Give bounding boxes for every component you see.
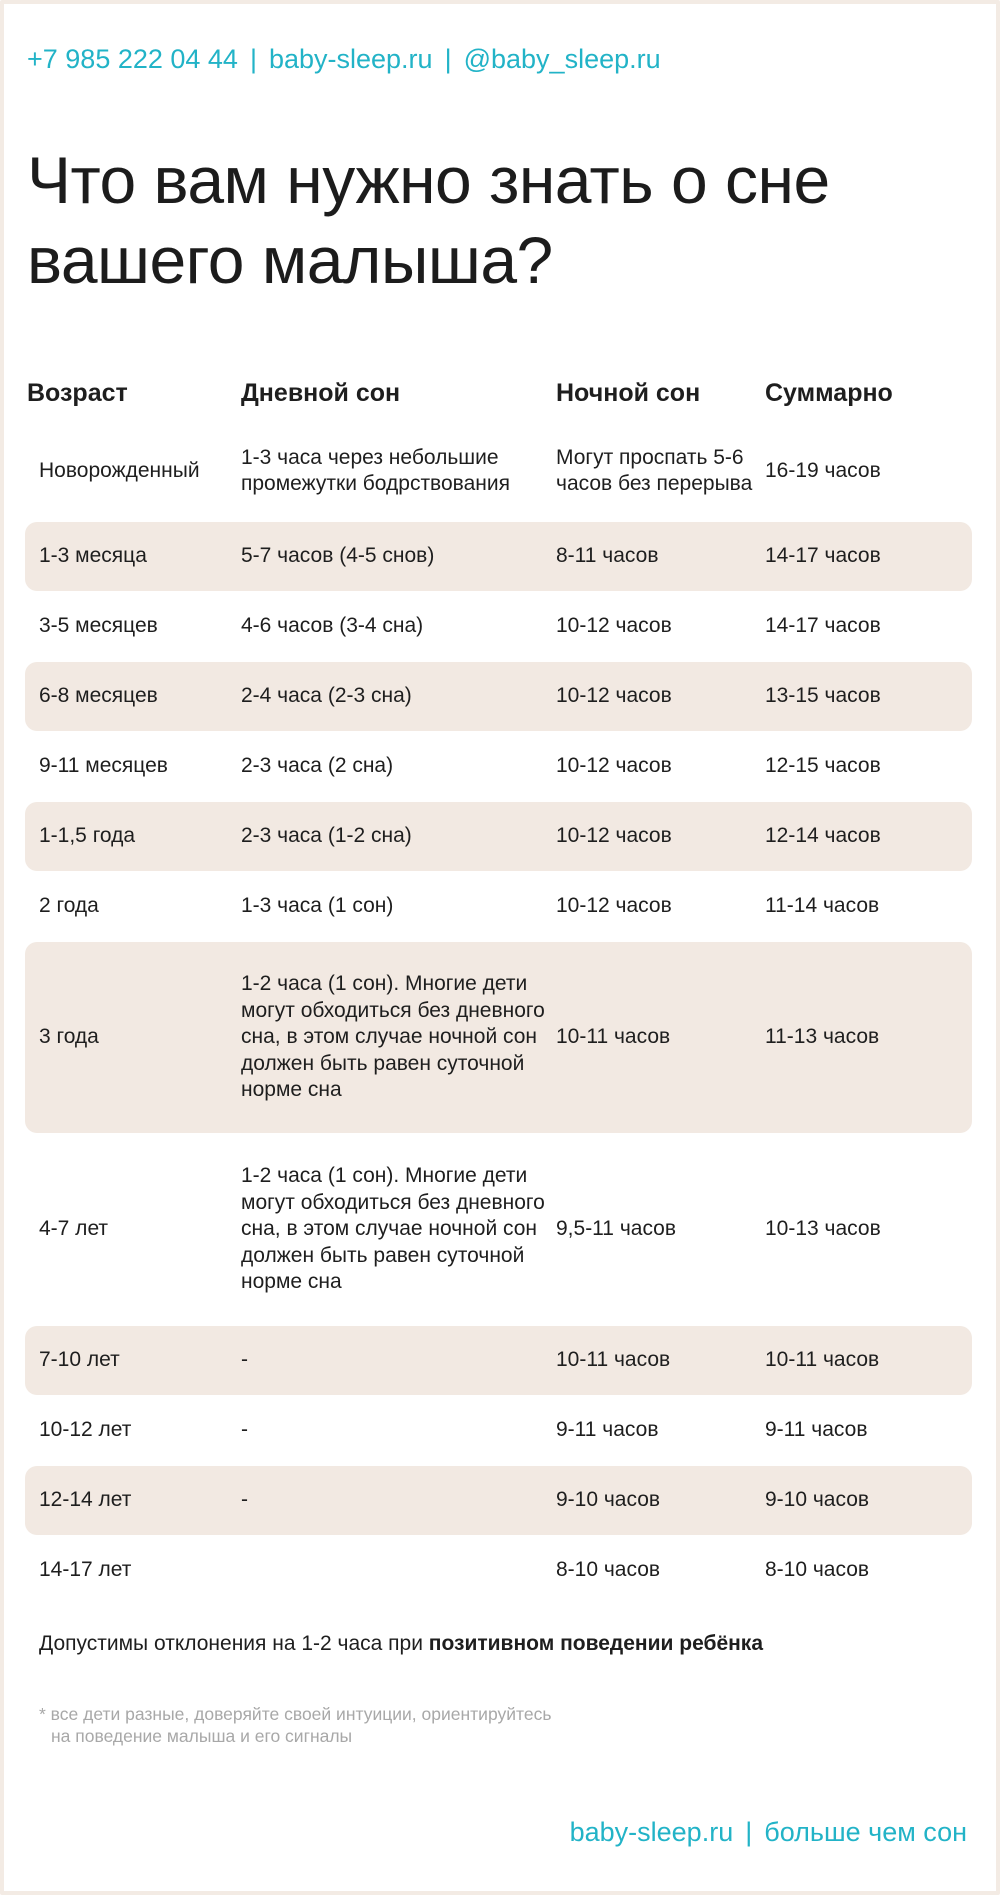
cell-age: 2 года: [39, 894, 99, 918]
cell-total: 12-14 часов: [765, 824, 881, 848]
site-link[interactable]: baby-sleep.ru: [268, 44, 433, 74]
footer-tagline: больше чем сон: [764, 1817, 967, 1847]
cell-night-sleep: 10-12 часов: [556, 824, 672, 848]
cell-day-sleep: 1-3 часа через небольшие промежутки бодрствования: [241, 445, 510, 495]
cell-day-sleep: 1-2 часа (1 сон). Многие дети могут обходиться без дневного сна, в этом случае ночной сон должен быть равен суточной норме сна: [241, 1164, 545, 1294]
cell-age: 1-3 месяца: [39, 544, 147, 568]
table-header: [25, 366, 972, 421]
table-row: [25, 592, 972, 661]
header-separator: |: [444, 44, 452, 74]
cell-total: 9-10 часов: [765, 1488, 870, 1512]
note-bold: позитивном поведении ребёнка: [428, 1632, 763, 1655]
footnote-line: на поведение малыша и его сигналы: [51, 1726, 353, 1746]
cell-day-sleep: -: [241, 1418, 248, 1442]
table-row: [25, 732, 972, 801]
cell-day-sleep: 4-6 часов (3-4 сна): [241, 614, 424, 638]
footnote-line: * все дети разные, доверяйте своей интуиции, ориентируйтесь: [39, 1704, 552, 1724]
cell-night-sleep: 10-11 часов: [556, 1348, 671, 1372]
cell-night-sleep: 10-12 часов: [556, 684, 672, 708]
cell-total: 10-13 часов: [765, 1217, 881, 1241]
cell-total: 16-19 часов: [765, 458, 881, 482]
cell-total: 14-17 часов: [765, 544, 881, 568]
cell-total: 14-17 часов: [765, 614, 881, 638]
table-row: [25, 1536, 972, 1605]
cell-night-sleep: 9-11 часов: [556, 1418, 659, 1442]
deviation-note: [39, 1632, 763, 1656]
footnote: [39, 1703, 679, 1747]
cell-night-sleep: 10-11 часов: [556, 1025, 671, 1049]
column-header-total: Суммарно: [765, 379, 893, 407]
cell-age: 1-1,5 года: [39, 824, 136, 848]
cell-age: Новорожденный: [39, 458, 200, 482]
cell-total: 12-15 часов: [765, 754, 881, 778]
cell-night-sleep: Могут проспать 5-6 часов без перерыва: [556, 445, 753, 495]
column-header-day-sleep: Дневной сон: [241, 379, 401, 407]
cell-age: 3 года: [39, 1025, 99, 1049]
cell-night-sleep: 9-10 часов: [556, 1488, 661, 1512]
table-row: [25, 1134, 972, 1325]
table-row: [25, 942, 972, 1133]
cell-total: 10-11 часов: [765, 1348, 880, 1372]
cell-total: 11-13 часов: [765, 1025, 880, 1049]
cell-total: 8-10 часов: [765, 1558, 870, 1582]
page-title: Что вам нужно знать о сне вашего малыша?: [27, 143, 830, 297]
phone-link[interactable]: +7 985 222 04 44: [27, 44, 238, 74]
cell-night-sleep: 10-12 часов: [556, 894, 672, 918]
sleep-table: [25, 366, 972, 1606]
cell-night-sleep: 10-12 часов: [556, 614, 672, 638]
cell-night-sleep: 9,5-11 часов: [556, 1217, 677, 1241]
footer-separator: |: [745, 1817, 753, 1847]
table-row: [25, 522, 972, 591]
table-row: [25, 1466, 972, 1535]
instagram-link[interactable]: @baby_sleep.ru: [463, 44, 661, 74]
cell-age: 10-12 лет: [39, 1418, 132, 1442]
cell-total: 11-14 часов: [765, 894, 880, 918]
table-body: [25, 421, 972, 1605]
cell-age: 7-10 лет: [39, 1348, 120, 1372]
cell-age: 9-11 месяцев: [39, 754, 168, 778]
table-row: [25, 421, 972, 521]
cell-age: 12-14 лет: [39, 1488, 132, 1512]
cell-day-sleep: 1-3 часа (1 сон): [241, 894, 394, 918]
header-separator: |: [249, 44, 257, 74]
cell-day-sleep: 2-3 часа (1-2 сна): [241, 824, 412, 848]
table-row: [25, 1326, 972, 1395]
cell-day-sleep: -: [241, 1488, 248, 1512]
note-text: Допустимы отклонения на 1-2 часа при: [39, 1632, 429, 1655]
cell-age: 6-8 месяцев: [39, 684, 158, 708]
cell-day-sleep: 5-7 часов (4-5 снов): [241, 544, 435, 568]
cell-day-sleep: 2-3 часа (2 сна): [241, 754, 394, 778]
cell-night-sleep: 8-10 часов: [556, 1558, 661, 1582]
footer: [570, 1817, 967, 1848]
cell-age: 14-17 лет: [39, 1558, 132, 1582]
cell-age: 4-7 лет: [39, 1217, 109, 1241]
cell-day-sleep: 1-2 часа (1 сон). Многие дети могут обходиться без дневного сна, в этом случае ночной сон должен быть равен суточной норме сна: [241, 972, 545, 1102]
column-header-age: Возраст: [27, 379, 128, 407]
cell-night-sleep: 10-12 часов: [556, 754, 672, 778]
table-row: [25, 1396, 972, 1465]
table-row: [25, 872, 972, 941]
cell-day-sleep: 2-4 часа (2-3 сна): [241, 684, 412, 708]
header-contacts: [27, 44, 661, 75]
cell-total: 9-11 часов: [765, 1418, 868, 1442]
cell-day-sleep: -: [241, 1348, 248, 1372]
cell-age: 3-5 месяцев: [39, 614, 158, 638]
cell-total: 13-15 часов: [765, 684, 881, 708]
table-row: [25, 802, 972, 871]
column-header-night-sleep: Ночной сон: [556, 379, 701, 407]
cell-night-sleep: 8-11 часов: [556, 544, 659, 568]
footer-site-link[interactable]: baby-sleep.ru: [569, 1817, 734, 1847]
table-row: [25, 662, 972, 731]
